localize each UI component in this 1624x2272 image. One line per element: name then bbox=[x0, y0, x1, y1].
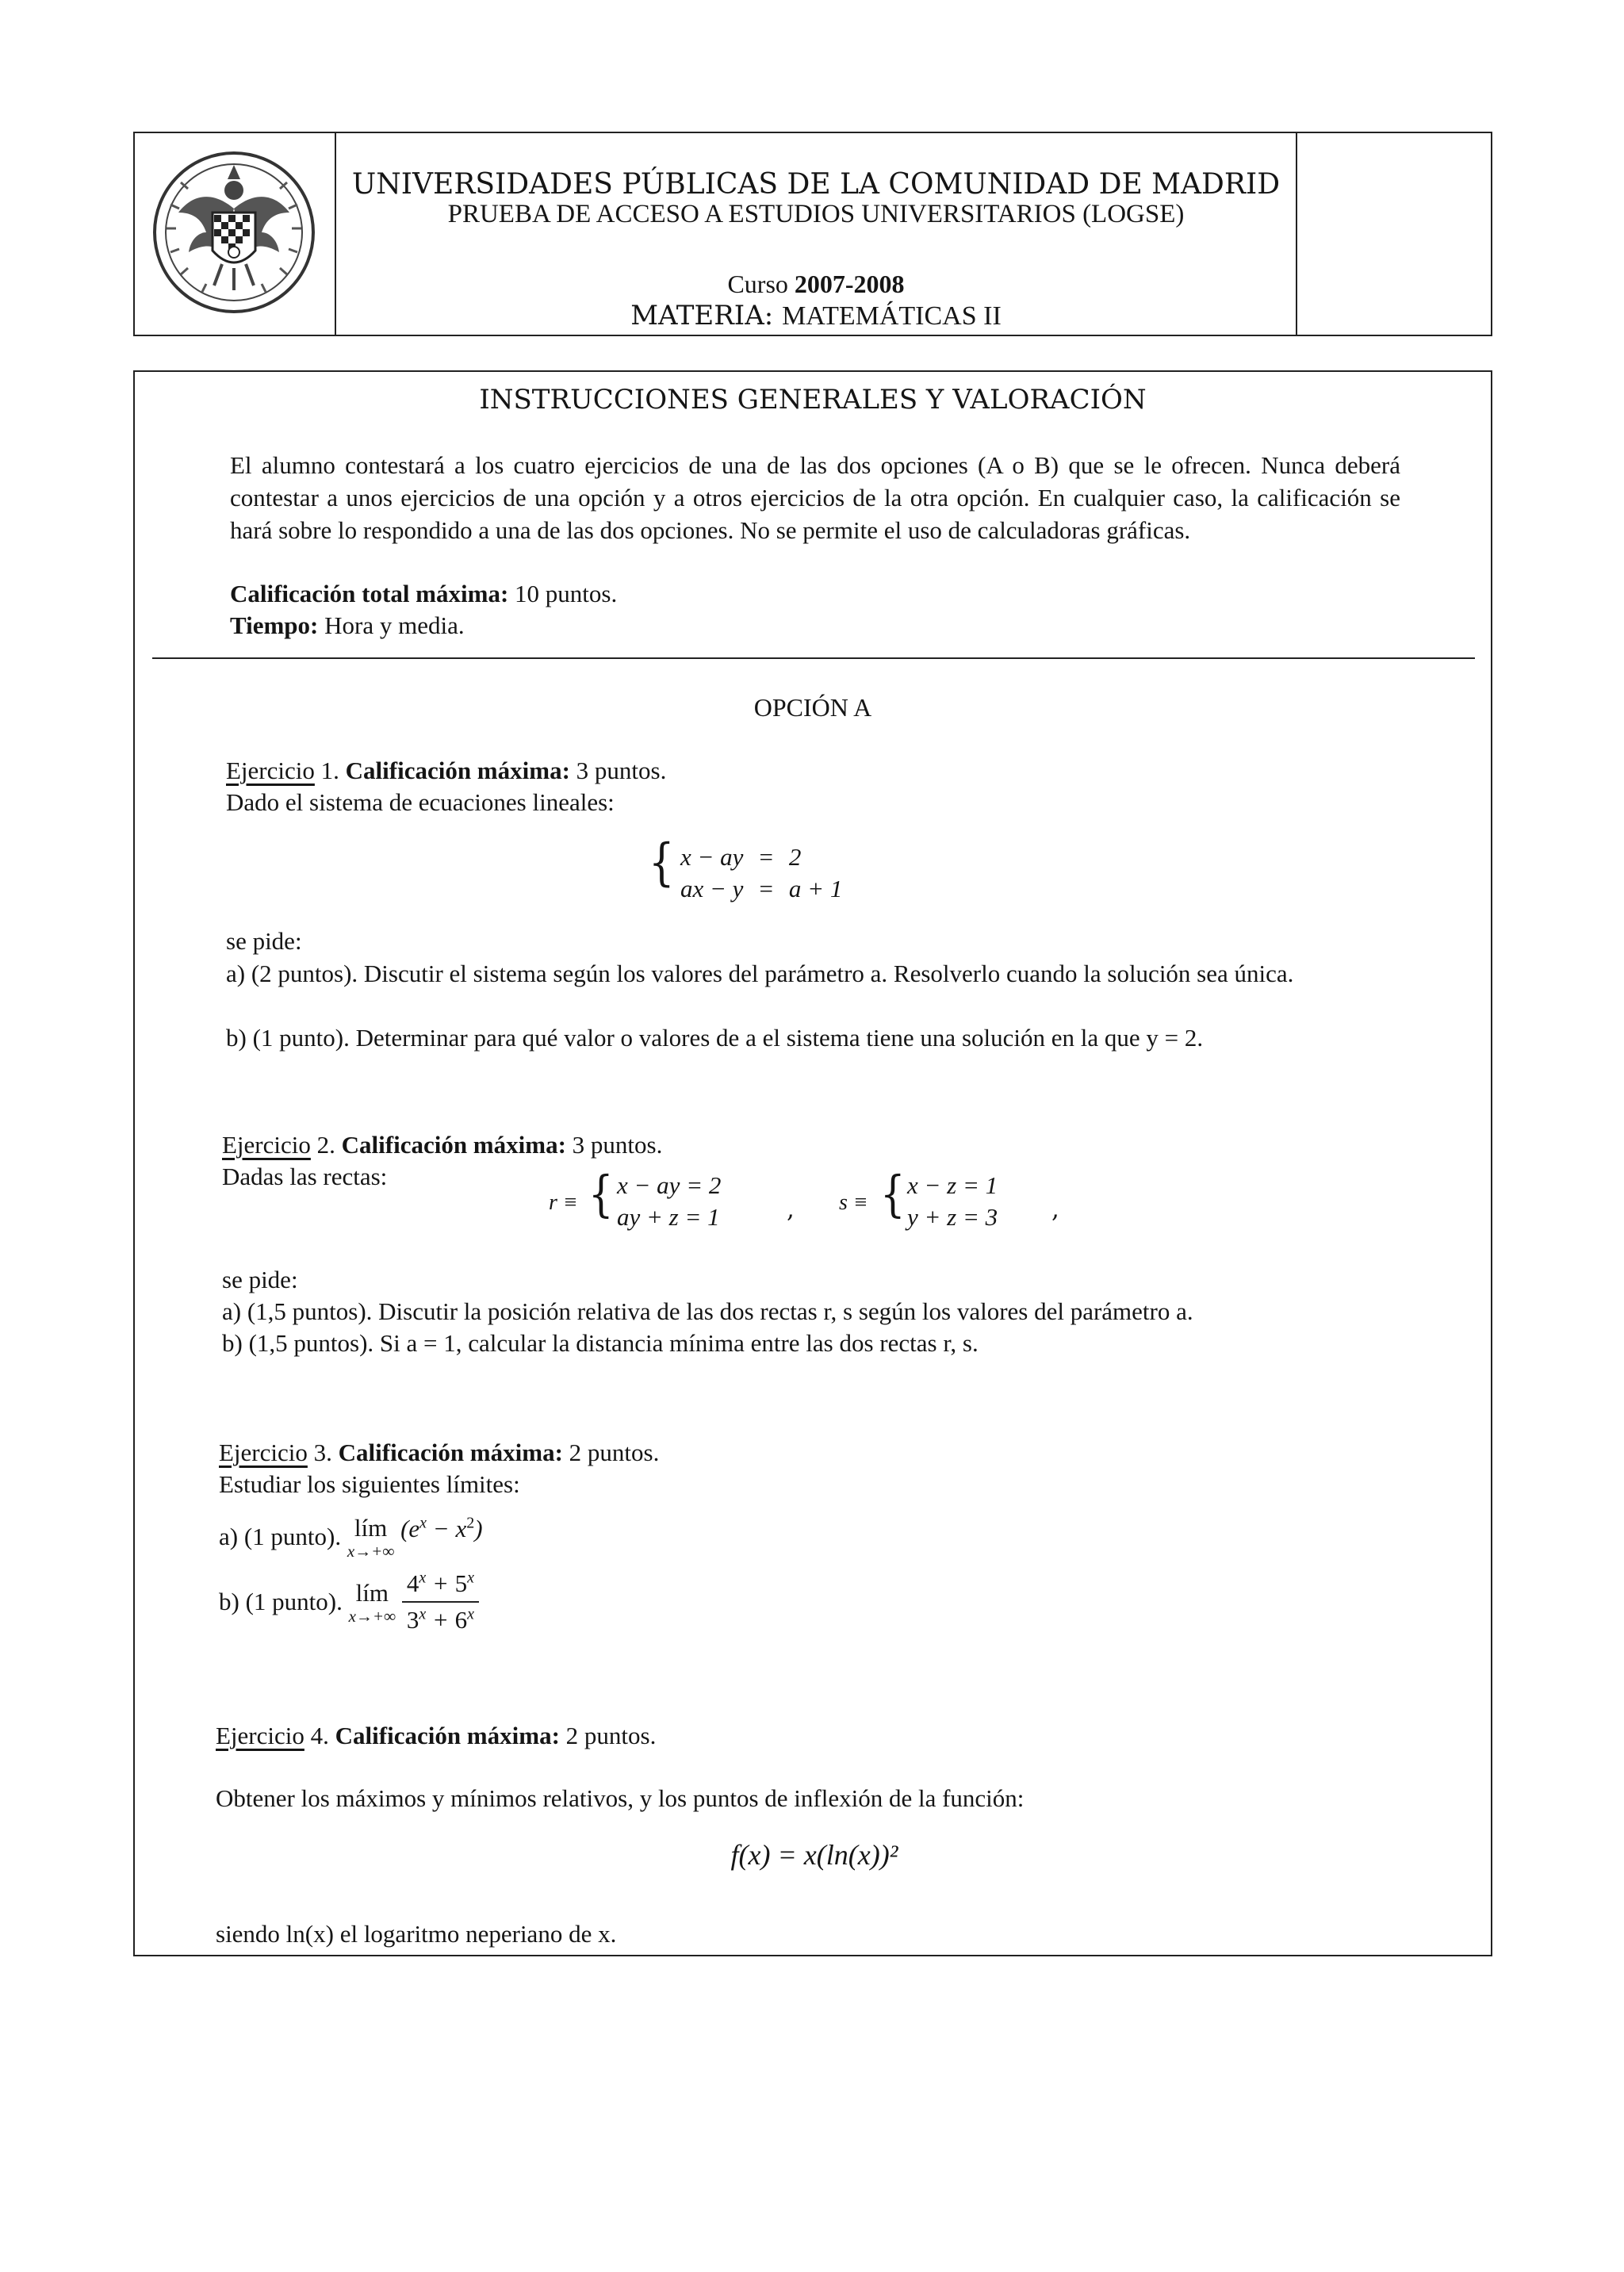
equation-lhs: ax − y bbox=[680, 875, 744, 902]
time-value: Hora y media. bbox=[324, 611, 465, 639]
equation-row bbox=[672, 873, 850, 905]
item-label: b) (1 punto). bbox=[226, 1024, 350, 1052]
exercise-4-intro: Obtener los máximos y mínimos relativos, y los puntos de inflexión de la función: bbox=[216, 1784, 1025, 1812]
exercise-3-item-a bbox=[219, 1514, 483, 1560]
limit-subscript: x→+∞ bbox=[347, 1542, 395, 1561]
exercise-2-heading: Ejercicio 2. Calificación máxima: 3 puntos. bbox=[222, 1131, 663, 1159]
exercise-word: Ejercicio bbox=[219, 1439, 308, 1466]
max-score-label: Calificación máxima: bbox=[345, 757, 570, 784]
course-line bbox=[336, 270, 1296, 299]
max-score-value: 3 puntos. bbox=[576, 757, 667, 784]
line-r-eq1: x − ay = 2 bbox=[617, 1171, 722, 1199]
course-years: 2007-2008 bbox=[794, 270, 905, 298]
exercise-1-ask: se pide: bbox=[226, 927, 302, 955]
option-title: OPCIÓN A bbox=[753, 693, 872, 722]
line-s-name: s ≡ bbox=[839, 1190, 868, 1215]
item-label: b) (1,5 puntos). bbox=[222, 1329, 374, 1357]
brace-icon: { bbox=[588, 1165, 614, 1223]
max-score-value: 2 puntos. bbox=[565, 1722, 657, 1749]
equation-table bbox=[672, 841, 850, 905]
limit-expression: $(e^x - x^2)$ bbox=[400, 1514, 483, 1542]
max-score-label: Calificación máxima: bbox=[341, 1131, 566, 1159]
empty-right-cell bbox=[1296, 133, 1491, 335]
header-subtitle: PRUEBA DE ACCESO A ESTUDIOS UNIVERSITARIOS (LOGSE) bbox=[447, 200, 1185, 228]
equation-rhs: 2 bbox=[788, 843, 802, 871]
exercise-4-note: siendo ln(x) el logaritmo neperiano de x. bbox=[216, 1920, 617, 1948]
university-seal-icon bbox=[135, 133, 333, 335]
limit-word: lím bbox=[355, 1579, 389, 1607]
logo-cell bbox=[135, 133, 336, 335]
total-score-label: Calificación total máxima: bbox=[230, 580, 509, 607]
equation-row bbox=[672, 841, 850, 873]
item-text: Discutir la posición relativa de las dos rectas r, s según los valores del parámetro a. bbox=[378, 1297, 1193, 1325]
line-r-eq2: ay + z = 1 bbox=[617, 1203, 720, 1231]
line-s-eq1: x − z = 1 bbox=[907, 1171, 998, 1199]
item-text: Si a = 1, calcular la distancia mínima entre las dos rectas r, s. bbox=[379, 1329, 979, 1357]
subject-line bbox=[336, 300, 1296, 331]
limit-operator bbox=[349, 1579, 396, 1625]
brace-icon: { bbox=[880, 1165, 906, 1223]
item-label: a) (1,5 puntos). bbox=[222, 1297, 373, 1325]
item-label: a) (2 puntos). bbox=[226, 960, 358, 987]
exercise-2-item-a bbox=[222, 1296, 1193, 1328]
exercise-1-intro: Dado el sistema de ecuaciones lineales: bbox=[226, 788, 615, 816]
item-text: Discutir el sistema según los valores del parámetro a. Resolverlo cuando la solución sea única. bbox=[363, 960, 1294, 987]
exercise-number: 1 bbox=[320, 757, 334, 784]
exercise-1-heading: Ejercicio 1. Calificación máxima: 3 puntos. bbox=[226, 757, 667, 784]
header-title: UNIVERSIDADES PÚBLICAS DE LA COMUNIDAD DE MADRID bbox=[351, 168, 1281, 201]
time-label: Tiempo: bbox=[230, 611, 319, 639]
exercise-3-heading: Ejercicio 3. Calificación máxima: 2 puntos. bbox=[219, 1439, 660, 1466]
exercise-number: 3 bbox=[313, 1439, 327, 1466]
exercise-number: 4 bbox=[310, 1722, 324, 1749]
line-s-eq2: y + z = 3 bbox=[907, 1203, 998, 1231]
exam-box bbox=[133, 370, 1492, 1956]
item-label: b) (1 punto). bbox=[219, 1588, 343, 1615]
exercise-word: Ejercicio bbox=[226, 757, 315, 784]
total-score-line bbox=[230, 578, 617, 610]
exercise-2-item-b bbox=[222, 1328, 979, 1359]
exercise-1-item-a bbox=[226, 957, 1400, 990]
exercise-number: 2 bbox=[316, 1131, 330, 1159]
separator-comma: , bbox=[1051, 1195, 1059, 1224]
exercise-4-formula: f(x) = x(ln(x))² bbox=[730, 1839, 898, 1871]
line-r bbox=[549, 1165, 834, 1241]
brace-icon: { bbox=[649, 833, 675, 892]
equation-rel: = bbox=[759, 843, 773, 871]
instructions-title: INSTRUCCIONES GENERALES Y VALORACIÓN bbox=[479, 384, 1147, 416]
header-table bbox=[133, 132, 1492, 336]
exercise-2-intro: Dadas las rectas: bbox=[222, 1163, 388, 1190]
exercise-word: Ejercicio bbox=[216, 1722, 304, 1749]
exercise-1-item-b bbox=[226, 1022, 1203, 1054]
limit-subscript: x→+∞ bbox=[348, 1607, 396, 1626]
max-score-label: Calificación máxima: bbox=[335, 1722, 560, 1749]
equation-rel: = bbox=[759, 875, 773, 902]
equation-rhs: a + 1 bbox=[788, 875, 843, 902]
divider bbox=[152, 657, 1475, 659]
max-score-label: Calificación máxima: bbox=[338, 1439, 563, 1466]
fraction-denominator: $3^x + 6^x$ bbox=[406, 1605, 475, 1634]
max-score-value: 2 puntos. bbox=[569, 1439, 660, 1466]
exercise-2-ask: se pide: bbox=[222, 1266, 298, 1293]
exercise-4-heading: Ejercicio 4. Calificación máxima: 2 puntos. bbox=[216, 1722, 657, 1749]
instructions-body: El alumno contestará a los cuatro ejercicios de una de las dos opciones (A o B) que se le ofrecen. Nunca deberá contestar a unos ejercicios de una opción y a otros ejercicios de la otra opción. En cualquier caso, la calificación se hará sobre lo respondido a una de las dos opciones. No se permite el uso de calculadoras gráficas. bbox=[230, 451, 1400, 544]
limit-fraction bbox=[402, 1568, 479, 1636]
exercise-3-item-b bbox=[219, 1568, 479, 1636]
limit-operator bbox=[347, 1514, 394, 1560]
course-label: Curso bbox=[727, 270, 788, 298]
equation-lhs: x − ay bbox=[680, 843, 744, 871]
item-label: a) (1 punto). bbox=[219, 1523, 342, 1550]
limit-word: lím bbox=[354, 1514, 388, 1542]
time-line bbox=[230, 610, 465, 642]
exercise-3-intro: Estudiar los siguientes límites: bbox=[219, 1470, 520, 1498]
max-score-value: 3 puntos. bbox=[572, 1131, 663, 1159]
fraction-numerator: $4^x + 5^x$ bbox=[402, 1568, 479, 1603]
line-s bbox=[839, 1165, 1124, 1241]
subject-label: MATERIA: bbox=[630, 300, 774, 331]
line-r-name: r ≡ bbox=[549, 1190, 578, 1215]
total-score-value: 10 puntos. bbox=[515, 580, 618, 607]
subject-name: MATEMÁTICAS II bbox=[782, 301, 1002, 331]
item-text: Determinar para qué valor o valores de a el sistema tiene una solución en la que y = 2. bbox=[355, 1024, 1204, 1052]
separator-comma: , bbox=[787, 1195, 795, 1224]
exercise-word: Ejercicio bbox=[222, 1131, 311, 1159]
